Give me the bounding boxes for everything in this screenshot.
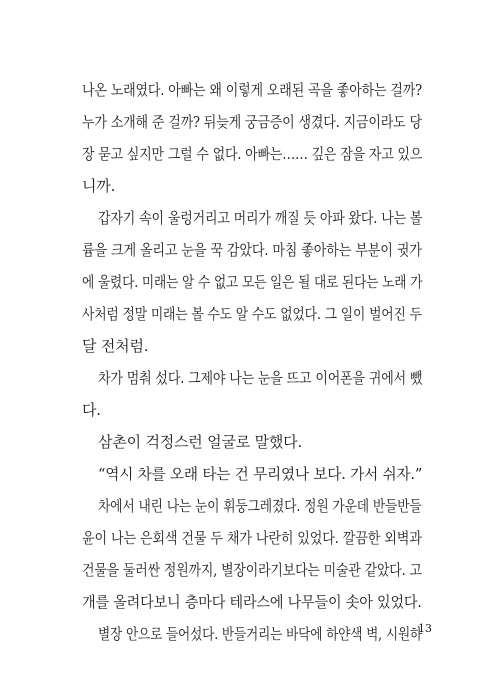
text-line: 건물을 둘러싼 정원까지, 별장이라기보다는 미술관 같았다. 고 — [82, 561, 422, 579]
text-line: 차에서 내린 나는 눈이 휘둥그레졌다. 정원 가운데 반들반들 — [98, 497, 422, 515]
text-line: 차가 멈춰 섰다. 그제야 나는 눈을 뜨고 이어폰을 귀에서 뺐 — [98, 369, 423, 387]
text-line: 누가 소개해 준 걸까? 뒤늦게 궁금증이 생겼다. 지금이라도 당 — [82, 113, 422, 131]
text-line: 윤이 나는 은회색 건물 두 채가 나란히 있었다. 깔끔한 외벽과 — [82, 529, 422, 547]
text-line: 달 전처럼. — [82, 337, 149, 355]
text-line: 륨을 크게 올리고 눈을 꾹 감았다. 마침 좋아하는 부분이 귓가 — [82, 241, 422, 259]
text-line: 니까. — [82, 177, 116, 195]
page-number: 13 — [418, 622, 432, 635]
text-line: “역시 차를 오래 타는 건 무리였나 보다. 가서 쉬자.” — [98, 465, 423, 483]
text-line: 갑자기 속이 울렁거리고 머리가 깨질 듯 아파 왔다. 나는 볼 — [98, 209, 423, 227]
text-line: 사처럼 정말 미래는 볼 수도 알 수도 없었다. 그 일이 벌어진 두 — [82, 305, 422, 323]
text-line: 개를 올려다보니 층마다 테라스에 나무들이 솟아 있었다. — [82, 593, 422, 611]
text-line: 다. — [82, 401, 101, 419]
text-line: 나온 노래였다. 아빠는 왜 이렇게 오래된 곡을 좋아하는 걸까? — [82, 81, 422, 99]
text-line: 장 묻고 싶지만 그럴 수 없다. 아빠는…… 깊은 잠을 자고 있으 — [82, 145, 423, 163]
text-line: 에 울렸다. 미래는 알 수 없고 모든 일은 될 대로 된다는 노래 가 — [82, 273, 423, 291]
text-line: 별장 안으로 들어섰다. 반들거리는 바닥에 하얀색 벽, 시원하 — [98, 625, 423, 643]
text-line: 삼촌이 걱정스런 얼굴로 말했다. — [98, 433, 303, 451]
